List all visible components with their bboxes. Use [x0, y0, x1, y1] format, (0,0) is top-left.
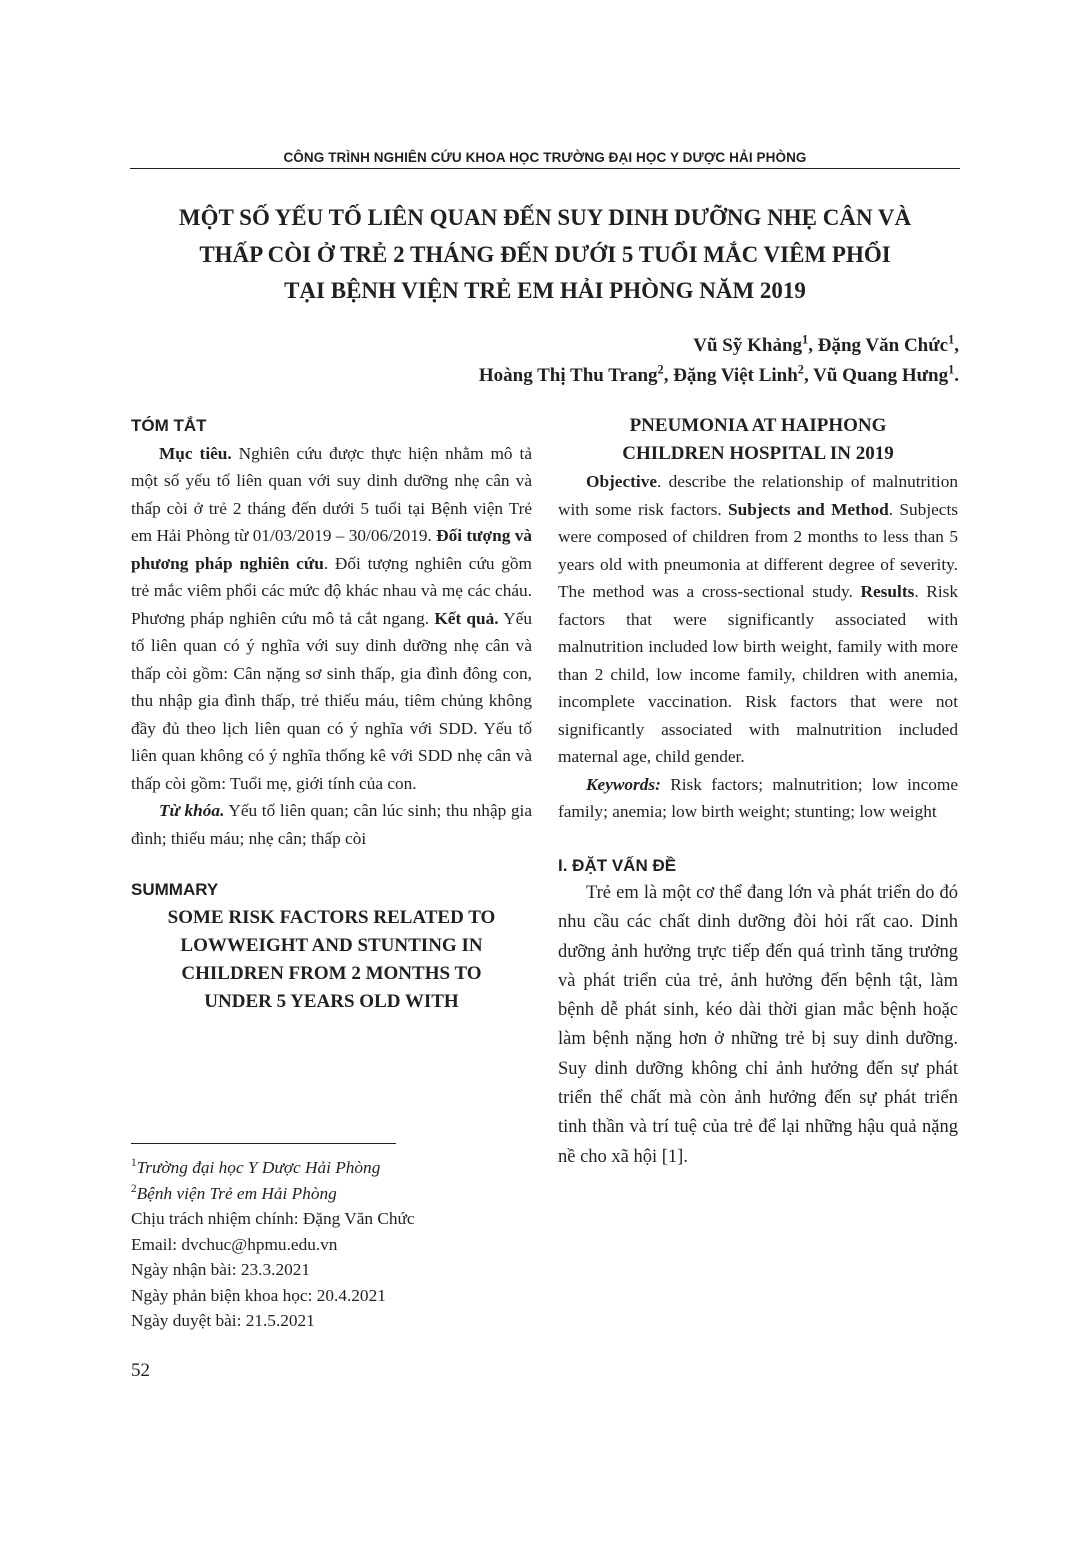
summary-keywords	[558, 771, 958, 826]
footnote-affiliation-2	[131, 1181, 531, 1207]
summary-text-2: . Subjects were composed of children from 2 months to less than 5 years old with pneumonia at different degree of severity. The method was a cross-sectional study.	[558, 499, 958, 601]
footnote-mark: 2	[131, 1182, 137, 1195]
abstract-label-objective: Mục tiêu.	[159, 443, 232, 463]
header-rule	[130, 168, 960, 169]
summary-title	[131, 904, 532, 1016]
footnote-reviewed: Ngày phản biện khoa học: 20.4.2021	[131, 1285, 386, 1305]
running-header: CÔNG TRÌNH NGHIÊN CỨU KHOA HỌC TRƯỜNG ĐẠI HỌC Y DƯỢC HẢI PHÒNG	[283, 150, 807, 165]
summary-title-line: CHILDREN FROM 2 MONTHS TO	[181, 962, 482, 984]
abstract-paragraph	[131, 440, 532, 798]
author-name: Hoàng Thị Thu Trang	[478, 365, 658, 386]
summary-title-line: LOWWEIGHT AND STUNTING IN	[180, 934, 483, 956]
keywords-text: Yếu tố liên quan; cân lúc sinh; thu nhập gia đình; thiếu máu; nhẹ cân; thấp còi	[131, 801, 532, 848]
affiliation-text: Bệnh viện Trẻ em Hải Phòng	[136, 1183, 337, 1203]
intro-heading: I. ĐẶT VẤN ĐỀ	[558, 855, 677, 875]
abstract-label-method: Đối tượng và phương pháp nghiên cứu	[131, 526, 532, 573]
paper-title	[130, 200, 960, 310]
footnote-rule	[131, 1143, 396, 1144]
summary-title-line: CHILDREN HOSPITAL IN 2019	[622, 443, 894, 464]
summary-title-line: SOME RISK FACTORS RELATED TO	[167, 906, 496, 928]
author-separator: ,	[954, 335, 959, 356]
summary-label-results: Results	[860, 582, 915, 601]
abstract-text-2: . Đối tượng nghiên cứu gồm trẻ mắc viêm phổi các mức độ khác nhau và mẹ các cháu. Phương pháp nghiên cứu mô tả cắt ngang.	[131, 553, 532, 628]
left-column	[131, 412, 532, 1016]
footnote-accepted: Ngày duyệt bài: 21.5.2021	[131, 1311, 315, 1330]
footnote-received: Ngày nhận bài: 23.3.2021	[131, 1260, 311, 1279]
author-affiliation-mark: 1	[802, 332, 809, 347]
author-affiliation-mark: 2	[797, 362, 804, 377]
abstract-text-3: Yếu tố liên quan có ý nghĩa với suy dinh dưỡng nhẹ cân và thấp còi gồm: Cân nặng sơ sinh thấp, gia đình đông con, thu nhập gia đình thấp, trẻ thiếu máu, tiêm chủng không đầy đủ theo lịch liên quan có ý nghĩa với SDD. Yếu tố liên quan không có ý nghĩa thống kê với SDD nhẹ cân và thấp còi gồm: Tuổi mẹ, giới tính của con.	[131, 608, 532, 793]
affiliation-text: Trường đại học Y Dược Hải Phòng	[136, 1158, 381, 1177]
author-affiliation-mark: 2	[657, 362, 664, 377]
author-separator: ,	[808, 335, 818, 356]
summary-text-3: . Risk factors that were significantly associated with malnutrition included low birth weight, family with more than 2 child, low income family, children with anemia, incomplete vaccination. Risk factors that were not significantly associated with malnutrition included maternal age, child gender.	[558, 582, 958, 766]
footnotes	[131, 1155, 531, 1334]
author-separator: ,	[663, 365, 674, 386]
summary-text-1: . describe the relationship of malnutrition with some risk factors.	[558, 472, 958, 519]
summary-heading: SUMMARY	[131, 880, 219, 899]
page-number: 52	[131, 1360, 150, 1381]
author-name: Đặng Việt Linh	[673, 365, 798, 386]
footnote-email: Email: dvchuc@hpmu.edu.vn	[131, 1234, 338, 1254]
footnote-mark: 1	[131, 1157, 137, 1170]
right-column	[558, 412, 958, 1172]
keywords-label: Keywords:	[586, 774, 661, 794]
author-affiliation-mark: 1	[948, 362, 955, 377]
abstract-keywords	[131, 797, 532, 852]
author-line-2	[300, 361, 959, 391]
author-line-1	[300, 331, 959, 361]
intro-paragraph: Trẻ em là một cơ thể đang lớn và phát triển do đó nhu cầu các chất dinh dưỡng đòi hỏi rất cao. Dinh dưỡng ảnh hưởng trực tiếp đến quá trình tăng trưởng và phát triển của trẻ, ảnh hưởng đến bệnh tật, làm bệnh dễ phát sinh, kéo dài thời gian mắc bệnh hoặc làm bệnh nặng hơn ở những trẻ bị suy dinh dưỡng. Suy dinh dưỡng không chỉ ảnh hưởng đến sự phát triển thể chất mà còn ảnh hưởng đến sự phát triển tinh thần và trí tuệ của trẻ để lại những hậu quả nặng nề cho xã hội [1].	[558, 883, 958, 1167]
title-line-3: TẠI BỆNH VIỆN TRẺ EM HẢI PHÒNG NĂM 2019	[284, 278, 806, 303]
author-list	[300, 331, 959, 391]
summary-title-line: UNDER 5 YEARS OLD WITH	[204, 990, 459, 1012]
keywords-label: Từ khóa.	[159, 801, 225, 820]
footnote-affiliation-1	[131, 1155, 531, 1181]
abstract-heading: TÓM TẮT	[131, 416, 207, 435]
author-name: Đặng Văn Chức	[817, 335, 949, 356]
author-name: Vũ Quang Hưng	[813, 365, 949, 386]
title-line-2: THẤP CÒI Ở TRẺ 2 THÁNG ĐẾN DƯỚI 5 TUỔI MẮC VIÊM PHỔI	[199, 241, 891, 267]
summary-paragraph	[558, 468, 958, 771]
author-name: Vũ Sỹ Khảng	[693, 335, 803, 356]
author-separator: .	[954, 365, 959, 386]
author-separator: ,	[803, 365, 814, 386]
abstract-text-1: Nghiên cứu được thực hiện nhằm mô tả một số yếu tố liên quan với suy dinh dưỡng nhẹ cân và thấp còi ở trẻ 2 tháng đến dưới 5 tuổi tại Bệnh viện Trẻ em Hải Phòng từ 01/03/2019 – 30/06/2019.	[131, 443, 532, 545]
summary-title-line: PNEUMONIA AT HAIPHONG	[629, 415, 887, 436]
keywords-text: Risk factors; malnutrition; low income family; anemia; low birth weight; stunting; low weight	[558, 774, 958, 821]
summary-label-method: Subjects and Method	[728, 499, 889, 519]
title-line-1: MỘT SỐ YẾU TỐ LIÊN QUAN ĐẾN SUY DINH DƯỠNG NHẸ CÂN VÀ	[178, 205, 912, 230]
author-affiliation-mark: 1	[948, 332, 955, 347]
summary-label-objective: Objective	[586, 472, 658, 491]
footnote-corresponding: Chịu trách nhiệm chính: Đặng Văn Chức	[131, 1209, 415, 1228]
abstract-label-results: Kết quả.	[434, 608, 499, 628]
summary-title-continued	[558, 412, 958, 468]
